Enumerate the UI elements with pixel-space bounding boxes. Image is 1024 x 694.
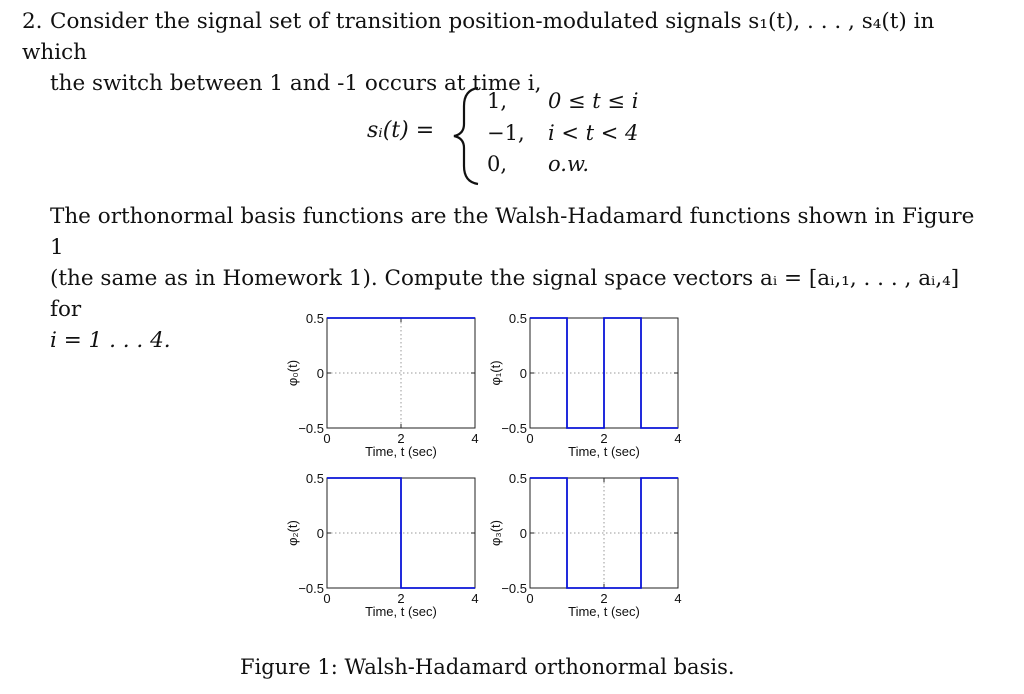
paragraph2-line-1: The orthonormal basis functions are the Walsh-Hadamard functions shown in Figure 1 — [50, 204, 975, 260]
paragraph2-line-2: (the same as in Homework 1). Compute the signal space vectors aᵢ = [aᵢ,₁, . . . , aᵢ,₄] for — [50, 266, 960, 322]
plot-2-y-tick-label: 0 — [316, 526, 324, 541]
plot-0-x-axis-label: Time, t (sec) — [365, 444, 437, 459]
plot-2-series-line — [327, 478, 475, 588]
case-3-value: 0, — [487, 152, 508, 176]
walsh-hadamard-figure — [0, 300, 1024, 630]
case-1-condition: 0 ≤ t ≤ i — [548, 89, 639, 113]
case-1-value: 1, — [487, 89, 508, 113]
plot-2-x-axis-label: Time, t (sec) — [365, 604, 437, 619]
plot-3-y-tick-label: 0.5 — [508, 471, 527, 486]
plot-1-y-tick-label: −0.5 — [501, 421, 527, 436]
plot-1-x-tick-label: 2 — [600, 431, 608, 446]
plot-2-x-tick-label: 2 — [397, 591, 405, 606]
plot-1-x-tick-label: 0 — [526, 431, 534, 446]
plot-3-y-tick-label: −0.5 — [501, 581, 527, 596]
plot-3-x-axis-label: Time, t (sec) — [568, 604, 640, 619]
plot-1-series-line — [530, 318, 678, 428]
equation-lhs: sᵢ(t) = — [367, 118, 435, 143]
plot-0-y-axis-label: φ₀(t) — [285, 359, 300, 387]
plot-2-y-tick-label: 0.5 — [305, 471, 324, 486]
plot-2-x-tick-label: 4 — [471, 591, 479, 606]
plot-1-y-tick-label: 0 — [519, 366, 527, 381]
plot-1-x-tick-label: 4 — [674, 431, 682, 446]
plot-0-y-tick-label: 0.5 — [305, 311, 324, 326]
problem-line-2: the switch between 1 and -1 occurs at time i, — [50, 71, 542, 96]
plot-0-x-tick-label: 2 — [397, 431, 405, 446]
plot-3-y-tick-label: 0 — [519, 526, 527, 541]
case-2-value: −1, — [487, 121, 525, 145]
piecewise-equation — [0, 86, 1024, 186]
case-3-condition: o.w. — [548, 152, 590, 176]
problem-line-1: Consider the signal set of transition position-modulated signals s₁(t), . . . , s₄(t) in which — [22, 9, 935, 65]
case-2-condition: i < t < 4 — [548, 121, 639, 145]
figure-caption: Figure 1: Walsh-Hadamard orthonormal basis. — [240, 655, 735, 679]
plot-2-x-tick-label: 0 — [323, 591, 331, 606]
plot-1-y-tick-label: 0.5 — [508, 311, 527, 326]
plot-0-y-tick-label: 0 — [316, 366, 324, 381]
plot-3-y-axis-label: φ₃(t) — [488, 520, 503, 546]
plot-0-x-tick-label: 0 — [323, 431, 331, 446]
plot-3-x-tick-label: 4 — [674, 591, 682, 606]
plot-2-y-axis-label: φ₂(t) — [285, 520, 300, 546]
problem-number: 2. — [22, 9, 43, 34]
plot-1-y-axis-label: φ₁(t) — [488, 360, 503, 386]
paragraph2-line-3: i = 1 . . . 4. — [50, 328, 171, 353]
plot-3-x-tick-label: 0 — [526, 591, 534, 606]
plot-1-x-axis-label: Time, t (sec) — [568, 444, 640, 459]
plot-0-y-tick-label: −0.5 — [298, 421, 324, 436]
plot-2-y-tick-label: −0.5 — [298, 581, 324, 596]
plot-3-x-tick-label: 2 — [600, 591, 608, 606]
plot-0-x-tick-label: 4 — [471, 431, 479, 446]
